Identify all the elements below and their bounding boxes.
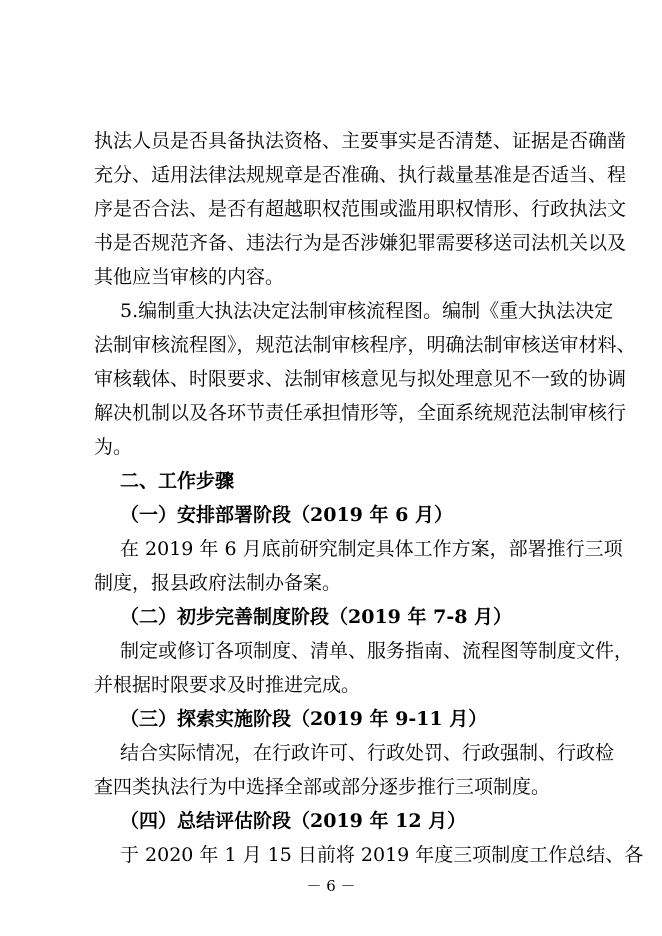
section-heading: 二、工作步骤 bbox=[120, 470, 235, 492]
page-number: － 6 － bbox=[306, 877, 356, 895]
stage-text-line: 结合实际情况，在行政许可、行政处罚、行政强制、行政检 bbox=[120, 742, 615, 764]
stage-text-line: 在 2019 年 6 月底前研究制定具体工作方案，部署推行三项 bbox=[120, 538, 623, 560]
item5-text-line: 为。 bbox=[94, 436, 133, 458]
stage-text-line: 制度，报县政府法制办备案。 bbox=[94, 572, 342, 594]
item5-text-line: 法制审核流程图》，规范法制审核程序，明确法制审核送审材料、 bbox=[94, 334, 636, 356]
stage-title: （一）安排部署阶段（2019 年 6 月） bbox=[120, 504, 453, 526]
body-text-line: 执法人员是否具备执法资格、主要事实是否清楚、证据是否确凿 bbox=[94, 130, 627, 152]
stage-text-line: 查四类执法行为中选择全部或部分逐步推行三项制度。 bbox=[94, 776, 551, 798]
item5-text-line: 5.编制重大执法决定法制审核流程图。编制《重大执法决定 bbox=[120, 300, 614, 322]
body-text-line: 其他应当审核的内容。 bbox=[94, 266, 285, 288]
stage-text-line: 制定或修订各项制度、清单、服务指南、流程图等制度文件， bbox=[120, 640, 634, 662]
body-text-line: 充分、适用法律法规规章是否准确、执行裁量基准是否适当、程 bbox=[94, 164, 627, 186]
stage-text-line: 于 2020 年 1 月 15 日前将 2019 年度三项制度工作总结、各 bbox=[120, 844, 644, 866]
item5-text-line: 审核载体、时限要求、法制审核意见与拟处理意见不一致的协调 bbox=[94, 368, 627, 390]
body-text-line: 书是否规范齐备、违法行为是否涉嫌犯罪需要移送司法机关以及 bbox=[94, 232, 627, 254]
body-text-line: 序是否合法、是否有超越职权范围或滥用职权情形、行政执法文 bbox=[94, 198, 627, 220]
stage-title: （二）初步完善制度阶段（2019 年 7-8 月） bbox=[120, 606, 513, 628]
stage-text-line: 并根据时限要求及时推进完成。 bbox=[94, 674, 361, 696]
stage-title: （三）探索实施阶段（2019 年 9-11 月） bbox=[120, 708, 488, 730]
item5-text-line: 解决机制以及各环节责任承担情形等，全面系统规范法制审核行 bbox=[94, 402, 627, 424]
stage-title: （四）总结评估阶段（2019 年 12 月） bbox=[120, 810, 467, 832]
